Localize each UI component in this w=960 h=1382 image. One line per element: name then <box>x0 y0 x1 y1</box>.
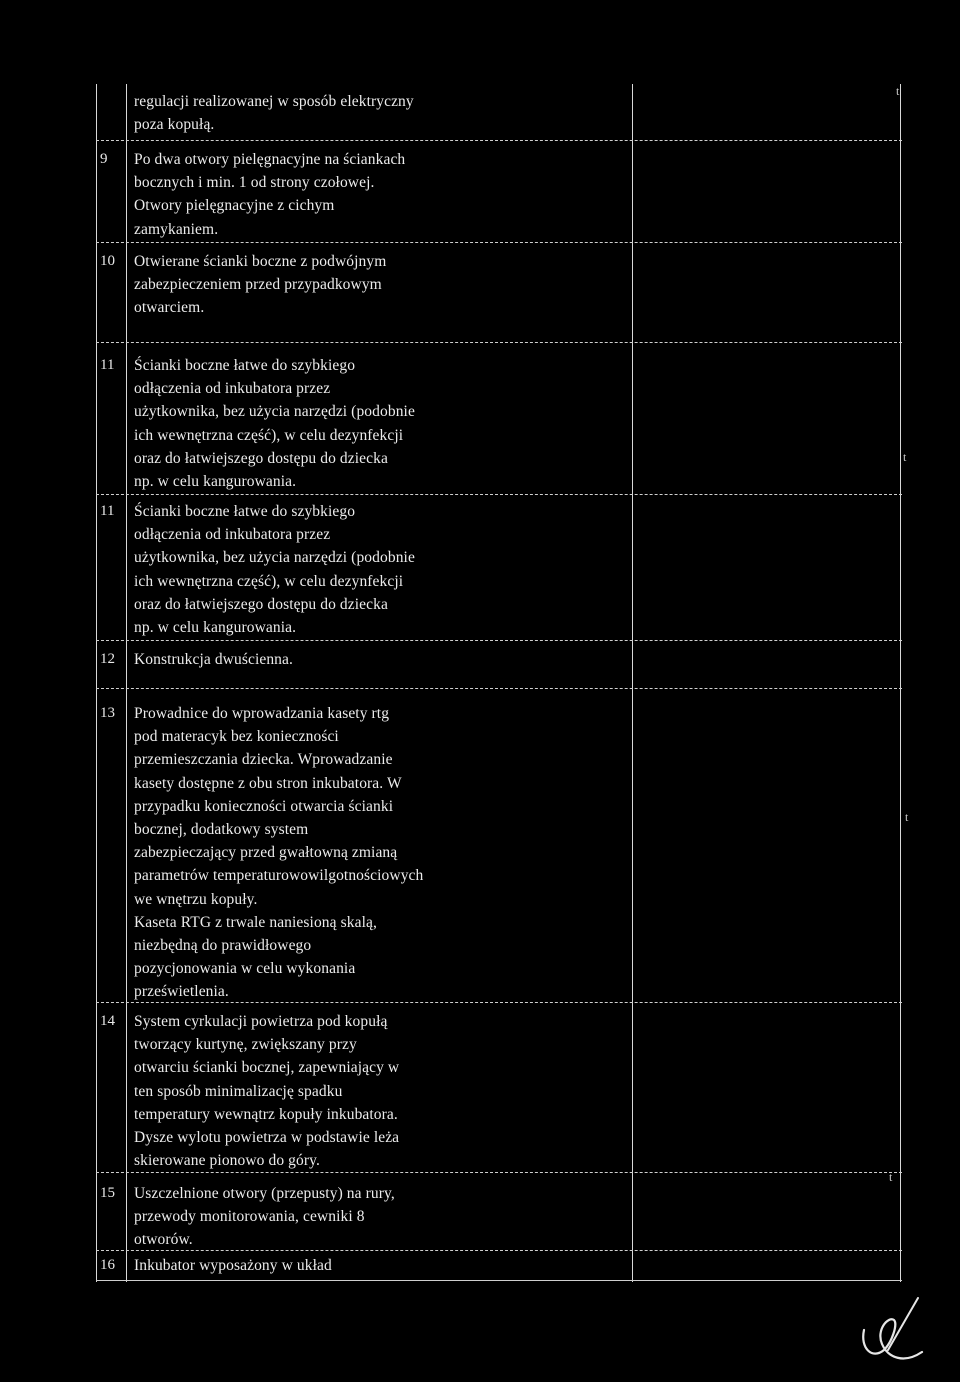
table-border-left <box>96 84 97 1282</box>
row-description: Konstrukcja dwuścienna. <box>134 651 293 668</box>
handwritten-signature <box>858 1290 928 1370</box>
specification-table <box>96 84 902 1282</box>
row-number: 11 <box>100 357 115 373</box>
row-separator <box>96 242 902 243</box>
margin-mark: t <box>905 810 909 824</box>
row-description: Prowadnice do wprowadzania kasety rtg pod materacyk bez konieczności przemieszczania dziecka. Wprowadzanie kasety dostępne z obu stron inkubatora. W przypadku konieczności otwarcia ścianki bocznej, dodatkowy system zabezpieczający przed gwałtowną zmianą parametrów temperaturowowilgotnościowych we wnętrzu kopuły. Kaseta RTG z trwale naniesioną skalą, niezbędną do prawidłowego pozycjonowania w celu wykonania prześwietlenia. <box>134 705 424 1001</box>
margin-mark: t <box>889 1170 893 1184</box>
row-number: 13 <box>100 705 115 721</box>
row-number: 14 <box>100 1013 115 1029</box>
row-description: Uszczelnione otwory (przepusty) na rury, przewody monitorowania, cewniki 8 otworów. <box>134 1185 395 1249</box>
row-separator <box>96 140 902 141</box>
row-separator <box>96 640 902 641</box>
column-divider-number <box>126 84 127 1282</box>
table-border-right <box>900 84 901 1282</box>
row-description: Po dwa otwory pielęgnacyjne na ściankach bocznych i min. 1 od strony czołowej. Otwory pielęgnacyjne z cichym zamykaniem. <box>134 151 406 238</box>
row-description: regulacji realizowanej w sposób elektryczny poza kopułą. <box>134 93 414 134</box>
row-number: 12 <box>100 651 115 667</box>
row-number: 9 <box>100 151 108 167</box>
margin-mark: t <box>896 84 900 98</box>
row-separator <box>96 494 902 495</box>
row-description: Inkubator wyposażony w układ <box>134 1257 332 1274</box>
row-description: System cyrkulacji powietrza pod kopułą tworzący kurtynę, zwiększany przy otwarciu ścianki bocznej, zapewniający w ten sposób minimalizację spadku temperatury wewnątrz kopuły inkubatora. Dysze wylotu powietrza w podstawie leża skierowane pionowo do góry. <box>134 1013 400 1170</box>
row-description: Ścianki boczne łatwe do szybkiego odłączenia od inkubatora przez użytkownika, bez użycia narzędzi (podobnie ich wewnętrzna część), w celu dezynfekcji oraz do łatwiejszego dostępu do dziecka np. w celu kangurowania. <box>134 503 415 637</box>
row-separator <box>96 342 902 343</box>
row-separator <box>96 688 902 689</box>
row-description: Otwierane ścianki boczne z podwójnym zabezpieczeniem przed przypadkowym otwarciem. <box>134 253 387 317</box>
row-description: Ścianki boczne łatwe do szybkiego odłączenia od inkubatora przez użytkownika, bez użycia narzędzi (podobnie ich wewnętrzna część), w celu dezynfekcji oraz do łatwiejszego dostępu do dziecka np. w celu kangurowania. <box>134 357 415 491</box>
margin-mark: t <box>903 450 907 464</box>
row-number: 11 <box>100 503 115 519</box>
column-divider-value <box>632 84 633 1282</box>
row-number: 10 <box>100 253 115 269</box>
table-border-bottom <box>96 1280 902 1281</box>
row-number: 16 <box>100 1257 115 1273</box>
row-number: 15 <box>100 1185 115 1201</box>
